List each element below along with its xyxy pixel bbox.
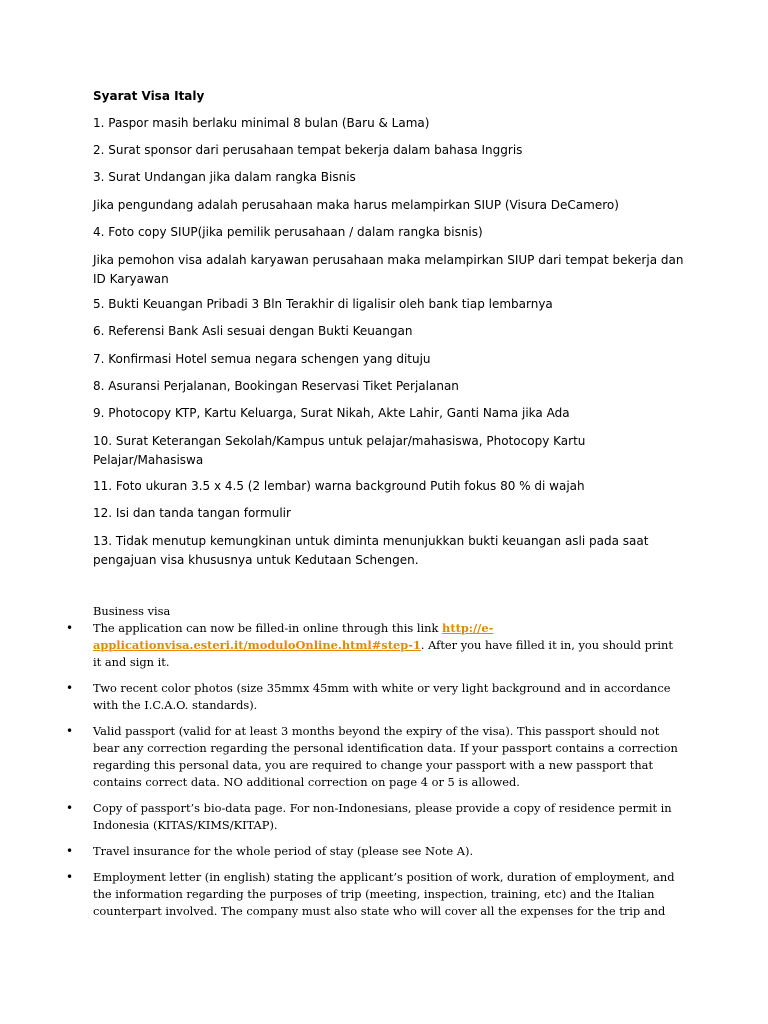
requirement-item: 3. Surat Undangan jika dalam rangka Bisnis: [93, 170, 356, 184]
requirement-item: 5. Bukti Keuangan Pribadi 3 Bln Terakhir di ligalisir oleh bank tiap lembarnya: [93, 297, 553, 311]
requirement-item: 11. Foto ukuran 3.5 x 4.5 (2 lembar) warna background Putih fokus 80 % di wajah: [93, 479, 585, 493]
requirement-item: 2. Surat sponsor dari perusahaan tempat bekerja dalam bahasa Inggris: [93, 143, 523, 157]
requirement-item: 7. Konfirmasi Hotel semua negara schengen yang dituju: [93, 352, 431, 366]
bullet-passport-copy: • Copy of passport’s bio-data page. For non-Indonesians, please provide a copy of residence permit in Indonesia (KITAS/KIMS/KITAP).: [0, 800, 683, 834]
bullet-text: The application can now be filled-in online through this link: [93, 621, 443, 635]
bullet-passport: • Valid passport (valid for at least 3 months beyond the expiry of the visa). This passport should not bear any correction regarding the personal identification data. If your passport contains a correction regarding this personal data, you are required to change your passport with a new passport that contains correct data. NO additional correction on page 4 or 5 is allowed.: [0, 723, 683, 791]
requirement-note: Jika pengundang adalah perusahaan maka harus melampirkan SIUP (Visura DeCamero): [93, 198, 619, 212]
requirement-item: 13. Tidak menutup kemungkinan untuk diminta menunjukkan bukti keuangan asli pada saat pengajuan visa khususnya untuk Kedutaan Schengen.: [93, 534, 649, 567]
requirement-item: 8. Asuransi Perjalanan, Bookingan Reservasi Tiket Perjalanan: [93, 379, 459, 393]
requirement-item: 12. Isi dan tanda tangan formulir: [93, 506, 291, 520]
bullet-text: . After you have filled it in, you should print it and sign it.: [93, 638, 673, 669]
business-visa-list: [0, 620, 768, 929]
requirement-note: Jika pemohon visa adalah karyawan perusahaan maka melampirkan SIUP dari tempat bekerja dan ID Karyawan: [93, 253, 684, 286]
requirement-item: 9. Photocopy KTP, Kartu Keluarga, Surat Nikah, Akte Lahir, Ganti Nama jika Ada: [93, 406, 570, 420]
bullet-online-application: [0, 620, 683, 671]
requirement-item: 4. Foto copy SIUP(jika pemilik perusahaan / dalam rangka bisnis): [93, 225, 483, 239]
page-title: Syarat Visa Italy: [93, 89, 205, 103]
requirement-item: 10. Surat Keterangan Sekolah/Kampus untuk pelajar/mahasiswa, Photocopy Kartu Pelajar/Mahasiswa: [93, 434, 586, 467]
bullet-photos: • Two recent color photos (size 35mmx 45mm with white or very light background and in accordance with the I.C.A.O. standards).: [0, 680, 683, 714]
bullet-travel-insurance: • Travel insurance for the whole period of stay (please see Note A).: [0, 843, 683, 860]
requirement-item: 1. Paspor masih berlaku minimal 8 bulan (Baru & Lama): [93, 116, 430, 130]
application-link[interactable]: http://e-applicationvisa.esteri.it/moduloOnline.html#step-1: [93, 621, 494, 652]
bullet-employment-letter: • Employment letter (in english) stating the applicant’s position of work, duration of employment, and the information regarding the purposes of trip (meeting, inspection, training, etc) and the Italian counterpart involved. The company must also state who will cover all the expenses for the trip and: [0, 869, 683, 920]
requirement-item: 6. Referensi Bank Asli sesuai dengan Bukti Keuangan: [93, 324, 413, 338]
business-visa-heading: Business visa: [93, 604, 171, 618]
